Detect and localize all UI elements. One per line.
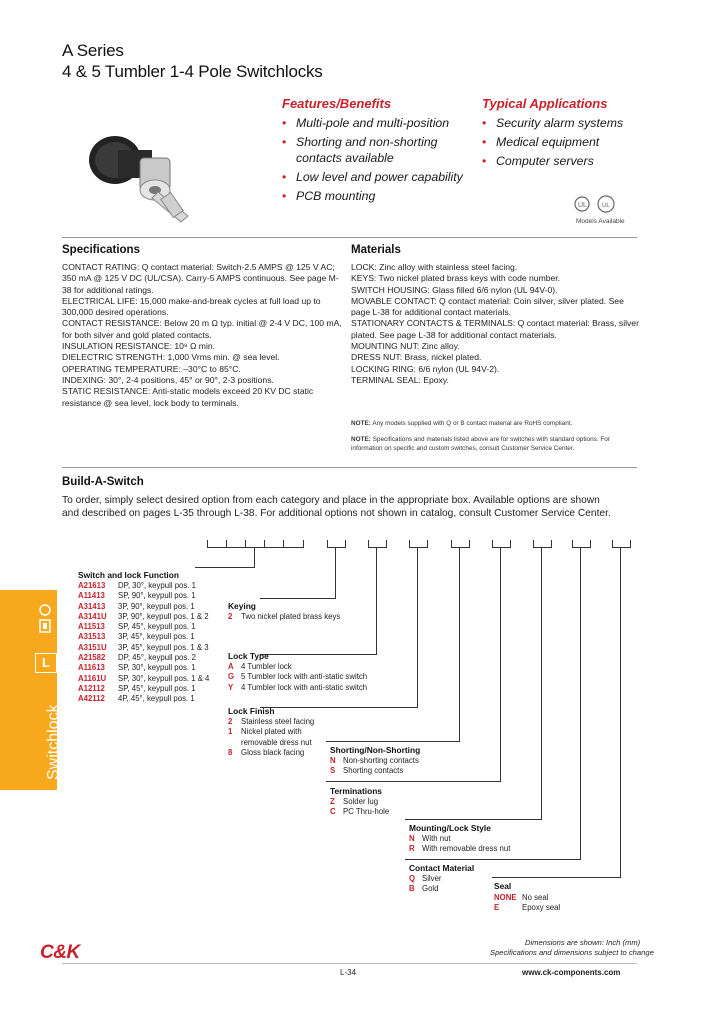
material-item: MOUNTING NUT: Zinc alloy. (351, 341, 460, 352)
svg-text:UL: UL (602, 203, 610, 209)
spec-item: CONTACT RATING: Q contact material: Switch-2.5 AMPS @ 125 V AC; 350 mA @ 125 V DC (UL/CSA). Carry-5 AMPS continuous. See page M-38 for additional ratings. (62, 262, 339, 295)
page-title: 4 & 5 Tumbler 1-4 Pole Switchlocks (62, 62, 323, 81)
option-row: A3141U 3P, 90°, keypull pos. 1 & 2 (78, 611, 209, 621)
option-row: A 4 Tumbler lock (228, 662, 292, 671)
mounting-options (409, 834, 510, 855)
option-row: A21582 DP, 45°, keypull pos. 2 (78, 653, 196, 663)
option-row: A11513 SP, 45°, keypull pos. 1 (78, 622, 196, 632)
option-row: A1161U SP, 30°, keypull pos. 1 & 4 (78, 673, 210, 683)
spec-item: STATIC RESISTANCE: Anti-static models exceed 20 KV DC static resistance @ sea level, lock body to terminals. (62, 386, 314, 408)
option-row: A21613 DP, 30°, keypull pos. 1 (78, 581, 196, 590)
material-item: DRESS NUT: Brass, nickel plated. (351, 352, 482, 363)
specifications-text (62, 262, 346, 409)
contact-label: Contact Material (409, 863, 475, 873)
switch-lock-label: Switch and lock Function (78, 570, 179, 580)
option-row: B Gold (409, 884, 439, 894)
option-row: 1 Nickel plated with (228, 727, 302, 737)
option-row: Q Silver (409, 874, 442, 883)
option-row: removable dress nut (241, 737, 312, 747)
lock-finish-label: Lock Finish (228, 706, 275, 716)
option-row: 2 Stainless steel facing (228, 717, 315, 726)
order-box-lock-finish[interactable] (409, 540, 428, 548)
option-row: R With removable dress nut (409, 844, 511, 854)
terminations-label: Terminations (330, 786, 382, 796)
specifications-heading: Specifications (62, 244, 140, 256)
features-heading: Features/Benefits (282, 96, 392, 111)
build-heading: Build-A-Switch (62, 476, 144, 488)
material-item: LOCK: Zinc alloy with stainless steel facing. (351, 262, 518, 272)
series-title: A Series (62, 41, 124, 60)
section-label: Switchlock (45, 704, 62, 780)
lock-type-options (228, 662, 367, 693)
option-row: Y 4 Tumbler lock with anti-static switch (228, 682, 368, 692)
spec-item: ELECTRICAL LIFE: 15,000 make-and-break cycles at full load up to 300,000 desired operations. (62, 295, 321, 318)
specs-note: Specifications and dimensions subject to change (490, 948, 654, 957)
option-row: C PC Thru-hole (330, 807, 390, 817)
brand-logo: C&K (40, 942, 80, 963)
keying-label: Keying (228, 601, 256, 611)
build-intro: To order, simply select desired option from each category and place in the appropriate box. Available options are shown and described on pages L-35 through L-38. For additional options not shown in catalog, consult Customer Service Center. (62, 495, 611, 519)
shorting-label: Shorting/Non-Shorting (330, 745, 421, 755)
applications-heading: Typical Applications (482, 96, 608, 111)
spec-item: DIELECTRIC STRENGTH: 1,000 Vrms min. @ sea level. (62, 352, 280, 363)
features-list (282, 115, 477, 207)
ul-cert-icon (572, 192, 632, 216)
list-item: • Security alarm systems (482, 116, 624, 130)
material-item: KEYS: Two nickel plated brass keys with code number. (351, 273, 561, 284)
materials-heading: Materials (351, 244, 401, 256)
website-link[interactable]: www.ck-components.com (522, 968, 621, 977)
option-row: A11413 SP, 90°, keypull pos. 1 (78, 591, 196, 601)
spec-item: INDEXING: 30°, 2-4 positions, 45° or 90°, 2-3 positions. (62, 374, 274, 385)
mounting-label: Mounting/Lock Style (409, 823, 491, 833)
contact-options (409, 874, 442, 895)
material-item: STATIONARY CONTACTS & TERMINALS: Q contact material: Brass, silver plated. See page L-38 for additional contact materials. (351, 318, 639, 340)
note-rohs: NOTE: Any models supplied with Q or B contact material are RoHS compliant. (351, 420, 573, 427)
material-item: TERMINAL SEAL: Epoxy. (351, 374, 449, 385)
page-number: L-34 (340, 968, 357, 977)
switchlock-icon (34, 598, 56, 642)
material-item: LOCKING RING: 6/6 nylon (UL 94V-2). (351, 363, 500, 374)
applications-list (482, 115, 642, 172)
list-item: • Shorting and non-shorting contacts available (282, 135, 438, 165)
terminations-options (330, 797, 389, 818)
option-row: N Non-shorting contacts (330, 756, 419, 765)
seal-options (494, 893, 560, 914)
option-row: 8 Gloss black facing (228, 747, 305, 757)
order-box-mounting[interactable] (533, 540, 552, 548)
dimensions-note: Dimensions are shown: Inch (mm) (525, 938, 641, 947)
shorting-options (330, 756, 419, 777)
list-item: • Medical equipment (482, 135, 600, 149)
option-row: A12112 SP, 45°, keypull pos. 1 (78, 683, 196, 693)
divider (62, 237, 637, 238)
list-item: • Multi-pole and multi-position (282, 116, 450, 130)
option-row: E Epoxy seal (494, 903, 561, 913)
product-image (78, 118, 198, 228)
divider (62, 467, 637, 468)
option-row: A11613 SP, 30°, keypull pos. 1 (78, 663, 196, 673)
option-row: Z Solder lug (330, 797, 379, 806)
seal-label: Seal (494, 881, 512, 891)
option-row: S Shorting contacts (330, 766, 404, 776)
option-row: A42112 4P, 45°, keypull pos. 1 (78, 694, 195, 704)
svg-text:UL: UL (578, 202, 587, 209)
list-item: • Computer servers (482, 154, 594, 168)
order-box-lock-type[interactable] (368, 540, 387, 548)
order-box-switch[interactable] (207, 540, 304, 548)
order-box-seal[interactable] (612, 540, 631, 548)
spec-item: OPERATING TEMPERATURE: –30°C to 85°C. (62, 363, 241, 374)
footer-divider (62, 963, 637, 964)
keying-options (228, 612, 340, 622)
option-row: A3151U 3P, 45°, keypull pos. 1 & 3 (78, 642, 209, 652)
switch-lock-options (78, 581, 209, 705)
materials-text (351, 262, 641, 386)
lock-type-label: Lock Type (228, 651, 269, 661)
order-box-terminations[interactable] (492, 540, 511, 548)
order-box-shorting[interactable] (451, 540, 470, 548)
note-options: NOTE: Specifications and materials listed above are for switches with standard options. For information on specific and custom switches, consult Customer Service Center. (351, 436, 610, 452)
order-box-contact[interactable] (572, 540, 591, 548)
order-box-keying[interactable] (327, 540, 346, 548)
option-row: N With nut (409, 834, 451, 843)
spec-item: CONTACT RESISTANCE: Below 20 m Ω typ. initial @ 2-4 V DC, 100 mA, for both silver and gold plated contacts. (62, 318, 342, 340)
option-row: G 5 Tumbler lock with anti-static switch (228, 672, 368, 682)
section-tab-letter: L (35, 653, 57, 673)
option-row: A31413 3P, 90°, keypull pos. 1 (78, 601, 195, 611)
option-row: A31513 3P, 45°, keypull pos. 1 (78, 632, 195, 642)
material-item: MOVABLE CONTACT: Q contact material: Coin silver, silver plated. See page L-38 for additional contact materials. (351, 295, 624, 318)
list-item: • Low level and power capability (282, 170, 463, 184)
list-item: • PCB mounting (282, 189, 376, 203)
spec-item: INSULATION RESISTANCE: 10⁹ Ω min. (62, 341, 216, 352)
models-available: Models Available (576, 218, 625, 225)
option-row: 2 Two nickel plated brass keys (228, 612, 341, 621)
option-row: NONE No seal (494, 893, 549, 902)
material-item: SWITCH HOUSING: Glass filled 6/6 nylon (UL 94V-0). (351, 284, 558, 295)
lock-finish-options (228, 717, 314, 758)
